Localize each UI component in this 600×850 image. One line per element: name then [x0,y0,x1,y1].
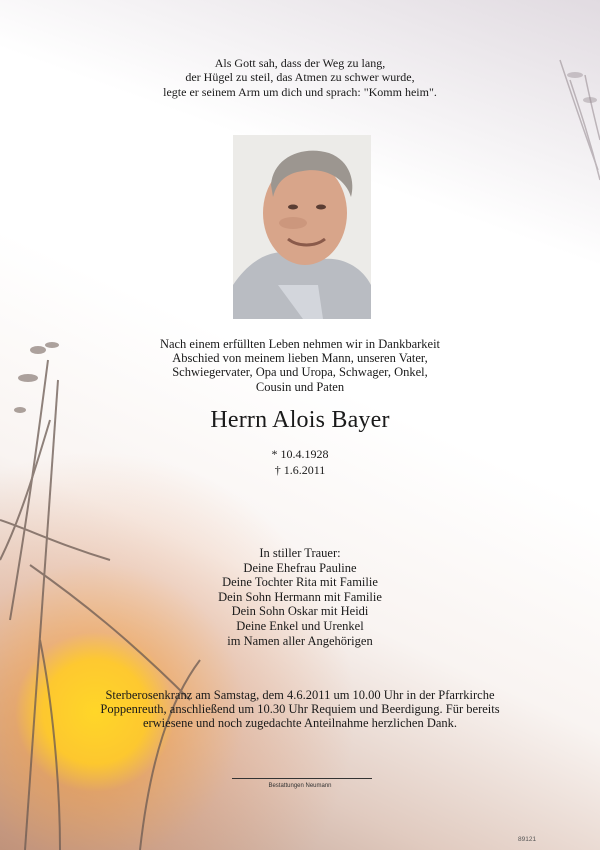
funeral-home: Bestattungen Neumann [268,783,332,789]
intro-line: Cousin und Paten [255,379,345,394]
intro-text [0,337,600,394]
print-code: 89121 [518,836,537,843]
death-date: † 1.6.2011 [274,463,326,477]
deceased-name: Herrn Alois Bayer [210,407,390,433]
mourners-line: Deine Tochter Rita mit Familie [222,575,378,590]
notice-line: Poppenreuth, anschließend um 10.30 Uhr Requiem und Beerdigung. Für bereits [100,702,500,717]
mourners-line: Dein Sohn Oskar mit Heidi [231,604,369,619]
intro-line: Nach einem erfüllten Leben nehmen wir in Dankbarkeit [159,337,441,351]
portrait-photo [233,135,371,319]
mourners-line: im Namen aller Angehörigen [227,633,373,648]
notice-line: erwiesene und noch zugedachte Anteilnahme herzlichen Dank. [142,716,458,731]
mourners-line: Dein Sohn Hermann mit Familie [218,589,382,604]
mourners-list [0,546,600,648]
birth-date: * 10.4.1928 [271,447,329,461]
verse-line: der Hügel zu steil, das Atmen zu schwer wurde, [185,70,415,85]
notice-line: Sterberosenkranz am Samstag, dem 4.6.2011 um 10.00 Uhr in der Pfarrkirche [105,688,495,702]
verse [0,56,600,99]
mourners-line: Deine Ehefrau Pauline [243,560,357,575]
mourners-line: In stiller Trauer: [259,546,341,560]
mourners-line: Deine Enkel und Urenkel [236,618,364,633]
verse-line: Als Gott sah, dass der Weg zu lang, [214,56,386,70]
signature-divider [232,778,372,779]
intro-line: Schwiegervater, Opa und Uropa, Schwager, Onkel, [172,365,428,380]
portrait-image [233,135,371,319]
verse-line: legte er seinem Arm um dich und sprach: "Komm heim". [163,84,437,99]
intro-line: Abschied von meinem lieben Mann, unseren Vater, [172,351,428,366]
service-notice [0,688,600,731]
